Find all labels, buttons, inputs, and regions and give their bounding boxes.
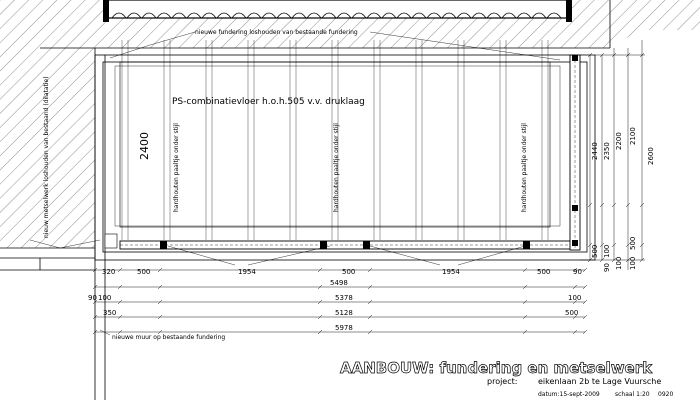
post-middle: [320, 241, 327, 249]
note-leaders: [30, 32, 560, 335]
note-bottom-wall: nieuwe muur op bestaande fundering: [112, 334, 226, 341]
sheet-date: datum:15-sept-2009: [538, 391, 600, 398]
vdim-100-a: 100: [603, 244, 611, 258]
post-3: [363, 241, 370, 249]
project-label: project:: [487, 377, 518, 386]
dim-320: 320: [102, 268, 116, 276]
dim-5978: 5978: [335, 324, 353, 332]
dim-1954-a: 1954: [238, 268, 256, 276]
vdim-100-c: 100: [629, 256, 637, 270]
vdim-90: 90: [603, 263, 611, 272]
sheet-title: AANBOUW: fundering en metselwerk: [340, 359, 653, 377]
dim-100-a: 100: [98, 294, 112, 302]
dim-350: 350: [103, 309, 117, 317]
post-right: [523, 241, 530, 249]
dim-1954-b: 1954: [442, 268, 460, 276]
dim-500-d: 500: [565, 309, 579, 317]
post-note-left: hardhouten paaltje onder stijl: [173, 123, 180, 212]
vdim-500-a: 500: [591, 244, 599, 258]
post-left: [160, 241, 167, 249]
dim-5128: 5128: [335, 309, 353, 317]
width-marker: 2400: [138, 132, 151, 160]
dim-5378: 5378: [335, 294, 353, 302]
dim-500-c: 500: [537, 268, 551, 276]
note-left-masonry: nieuw metselwerk loshouden van bestaand (dilatatie): [43, 76, 50, 238]
post-note-right: hardhouten paaltje onder stijl: [521, 123, 528, 212]
vdim-2100: 2100: [629, 127, 637, 145]
vdim-2600: 2600: [647, 147, 655, 165]
dim-500-a: 500: [137, 268, 151, 276]
vdim-2440: 2440: [591, 142, 599, 160]
floor-system-label: PS-combinatievloer h.o.h.505 v.v. druklaag: [172, 97, 365, 107]
vdim-2200: 2200: [615, 132, 623, 150]
vdim-500-b: 500: [629, 236, 637, 250]
dim-100-b: 100: [568, 294, 582, 302]
dim-90-b: 90: [88, 294, 97, 302]
dim-500-b: 500: [342, 268, 356, 276]
sheet-scale: schaal 1:20: [615, 391, 650, 398]
post-note-middle: hardhouten paaltje onder stijl: [333, 123, 340, 212]
vdim-100-b: 100: [615, 256, 623, 270]
dim-5498: 5498: [330, 279, 348, 287]
note-top-foundation: nieuwe fundering loshouden van bestaande fundering: [195, 29, 358, 36]
project-value: eikenlaan 2b te Lage Vuursche: [538, 377, 662, 386]
vdim-2350: 2350: [603, 142, 611, 160]
sheet-code: 0920: [658, 391, 674, 398]
dim-90-a: 90: [573, 268, 582, 276]
